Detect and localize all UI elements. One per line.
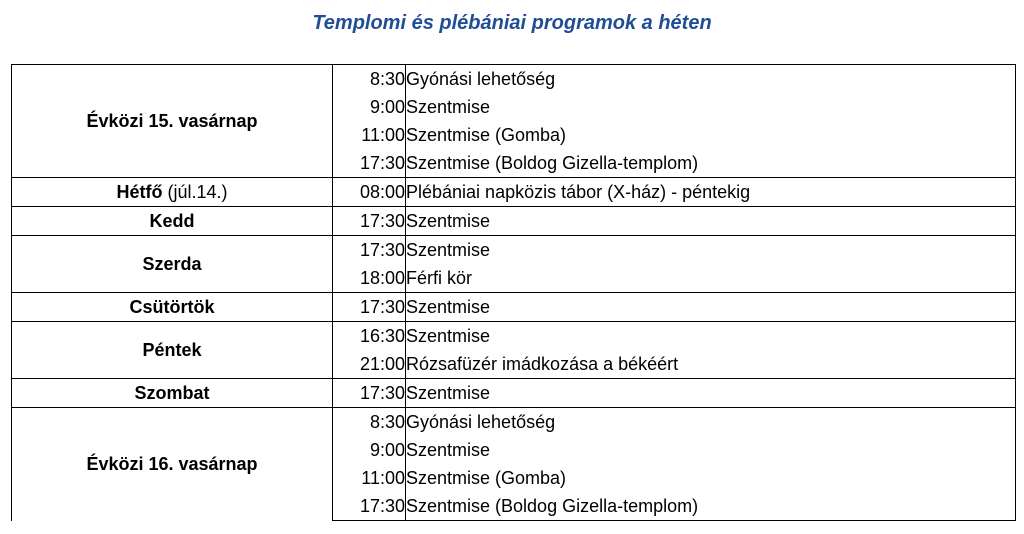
event-time: 16:30 [333,322,406,351]
schedule-table [11,64,1016,521]
event-time: 11:00 [333,121,406,149]
table-row [12,379,1016,408]
event-time: 17:30 [333,207,406,236]
day-cell [12,408,333,521]
event-description: Szentmise (Boldog Gizella-templom) [406,149,1016,178]
page-title: Templomi és plébániai programok a héten [312,12,712,34]
event-description: Szentmise [406,236,1016,265]
event-description: Szentmise [406,93,1016,121]
day-name: Péntek [142,340,202,360]
event-time: 08:00 [333,178,406,207]
table-row [12,236,1016,265]
event-time: 9:00 [333,93,406,121]
day-name: Szombat [134,383,210,403]
day-cell [12,65,333,178]
table-row [12,178,1016,207]
event-time: 21:00 [333,350,406,379]
event-description: Gyónási lehetőség [406,65,1016,94]
day-cell [12,207,333,236]
schedule-body [12,65,1016,521]
event-description: Plébániai napközis tábor (X-ház) - péntekig [406,178,1016,207]
event-description: Szentmise [406,207,1016,236]
event-description: Szentmise [406,293,1016,322]
table-row [12,65,1016,94]
event-time: 17:30 [333,492,406,521]
day-name: Szerda [142,254,202,274]
event-time: 17:30 [333,293,406,322]
event-time: 17:30 [333,236,406,265]
event-description: Szentmise (Gomba) [406,464,1016,492]
event-time: 18:00 [333,264,406,293]
table-row [12,293,1016,322]
day-name: Hétfő [116,182,163,202]
event-description: Szentmise [406,322,1016,351]
event-description: Férfi kör [406,264,1016,293]
day-name: Évközi 16. vasárnap [86,454,258,475]
day-cell [12,379,333,408]
event-description: Rózsafüzér imádkozása a békéért [406,350,1016,379]
day-name: Csütörtök [129,297,215,317]
day-name: Kedd [149,211,195,231]
event-description: Gyónási lehetőség [406,408,1016,437]
event-description: Szentmise [406,379,1016,408]
event-description: Szentmise (Gomba) [406,121,1016,149]
day-name: Évközi 15. vasárnap [86,111,258,131]
event-time: 9:00 [333,436,406,464]
event-time: 17:30 [333,379,406,408]
table-row [12,408,1016,437]
day-cell [12,322,333,379]
day-note: (júl.14.) [162,182,228,202]
event-time: 11:00 [333,464,406,492]
event-description: Szentmise [406,436,1016,464]
event-time: 8:30 [333,408,406,437]
day-cell [12,236,333,293]
event-time: 17:30 [333,149,406,178]
table-row [12,322,1016,351]
day-cell [12,178,333,207]
event-description: Szentmise (Boldog Gizella-templom) [406,492,1016,521]
event-time: 8:30 [333,65,406,94]
table-row [12,207,1016,236]
day-cell [12,293,333,322]
